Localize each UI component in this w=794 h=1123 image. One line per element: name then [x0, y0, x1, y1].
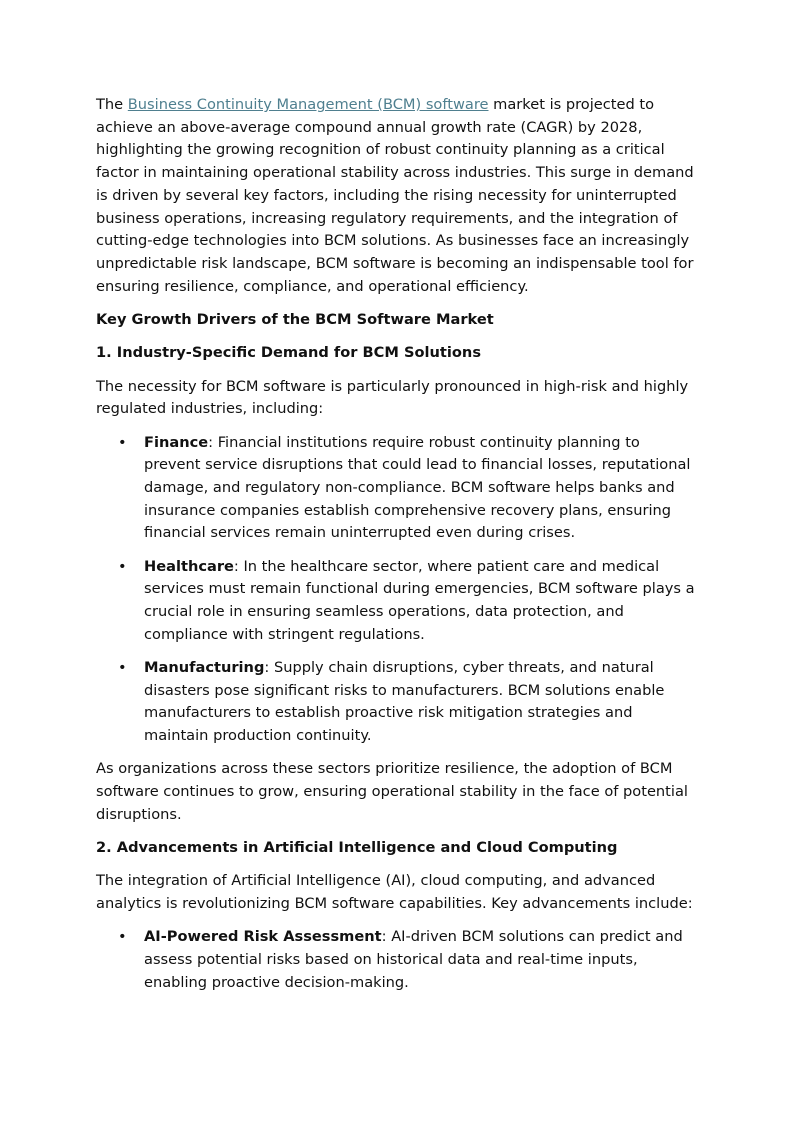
list-item-text: : In the healthcare sector, where patient care and medical services must remain functional during emergencies, BCM software plays a crucial role in ensuring seamless operations, data protection, and compliance with stringent regulations. [144, 557, 695, 643]
list-item-term: Manufacturing [144, 659, 265, 677]
bcm-software-link[interactable]: Business Continuity Management (BCM) software [127, 96, 489, 113]
bullet-icon: • [118, 557, 127, 575]
intro-text: market is projected to achieve an above-average compound annual growth rate (CAGR) by 2028, highlighting the growing recognition of robust continuity planning as a critical factor in maintaining operational stability across industries. This surge in demand is driven by several key factors, including the rising necessity for uninterrupted business operations, increasing regulatory requirements, and the integration of cutting-edge technologies into BCM solutions. As businesses face an increasingly unpredictable risk landscape, BCM software is becoming an indispensable tool for ensuring resilience, compliance, and operational efficiency. [96, 96, 694, 295]
section2-heading: 2. Advancements in Artificial Intelligence and Cloud Computing [96, 839, 618, 857]
list-item [118, 556, 700, 647]
document-page [96, 94, 700, 1005]
section2-intro: The integration of Artificial Intelligence (AI), cloud computing, and advanced analytics is revolutionizing BCM software capabilities. Key advancements include: [96, 872, 693, 913]
intro-prefix: The [96, 96, 128, 113]
list-item-text: : Financial institutions require robust continuity planning to prevent service disruptions that could lead to financial losses, reputational damage, and regulatory non-compliance. BCM software helps banks and insurance companies establish comprehensive recovery plans, ensuring financial services remain uninterrupted even during crises. [144, 433, 691, 542]
list-item-term: Finance [144, 433, 209, 451]
section1-list [96, 432, 700, 748]
main-heading: Key Growth Drivers of the BCM Software Market [96, 310, 494, 328]
list-item-term: Healthcare [144, 557, 234, 575]
section2-list [96, 926, 700, 994]
section1-outro: As organizations across these sectors prioritize resilience, the adoption of BCM software continues to grow, ensuring operational stability in the face of potential disruptions. [96, 760, 688, 823]
list-item-text: : Supply chain disruptions, cyber threats, and natural disasters pose significant risks to manufacturers. BCM solutions enable manufacturers to establish proactive risk mitigation strategies and maintain production continuity. [144, 659, 665, 745]
bullet-icon: • [118, 928, 127, 946]
section1-intro: The necessity for BCM software is particularly pronounced in high-risk and highly regulated industries, including: [96, 377, 689, 418]
intro-paragraph [96, 94, 700, 298]
bullet-icon: • [118, 659, 127, 677]
list-item-term: AI-Powered Risk Assessment [144, 928, 382, 946]
list-item [118, 926, 700, 994]
list-item [118, 432, 700, 546]
list-item-text: : AI-driven BCM solutions can predict and assess potential risks based on historical data and real-time inputs, enabling proactive decision-making. [144, 928, 683, 991]
list-item [118, 657, 700, 748]
bullet-icon: • [118, 433, 127, 451]
section1-heading: 1. Industry-Specific Demand for BCM Solutions [96, 344, 482, 362]
